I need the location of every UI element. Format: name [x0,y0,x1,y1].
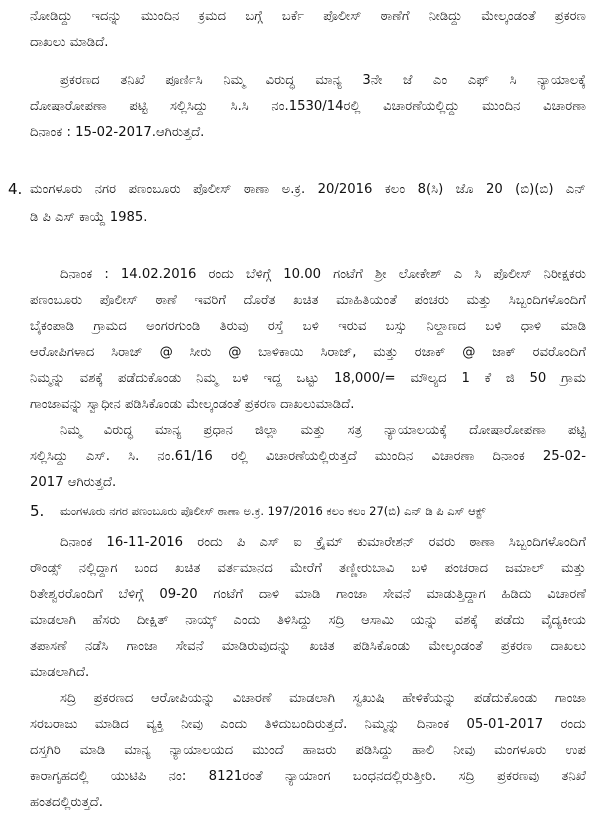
paragraph-block-2 [30,262,586,496]
text-line: ನಿಮ್ಮ ವಿರುದ್ಧ ಮಾನ್ಯ ಪ್ರಧಾನ ಜಿಲ್ಲಾ ಮತ್ತು ಸತ್ರ ನ್ಯಾಯಾಲಯಕ್ಕೆ ದೋಷಾರೋಪಣಾ ಪಟ್ಟಿ [60,423,586,438]
paragraph-block-1 [30,4,586,146]
item-number: 4. [8,180,23,198]
text-line: ಮಂಗಳೂರು ನಗರ ಪಣಂಬೂರು ಪೊಲೀಸ್ ಠಾಣಾ ಅ.ಕ್ರ. 197/2016 ಕಲಂ ಕಲಂ 27(ಬಿ) ಎನ್ ಡಿ ಪಿ ಎಸ್ ಆಕ್ಟ್ [60,504,486,518]
item-number: 5. [30,502,45,520]
text-line: ದಿನಾಂಕ 16-11-2016 ರಂದು ಪಿ ಎಸ್ ಐ ಕ್ರೈಮ್ ಕುಮಾರೇಶನ್ ರವರು ಠಾಣಾ ಸಿಬ್ಬಂದಿಗಳೊಂದಿಗೆ [60,535,586,550]
text-line: ಗಾಂಜಾವನ್ನು ಸ್ವಾಧೀನ ಪಡಿಸಿಕೊಂಡು ಮೇಲ್ಕಂಡಂತೆ ಪ್ರಕರಣ ದಾಖಲುಮಾಡಿದೆ. [30,397,355,412]
text-line: ಹಂತದಲ್ಲಿರುತ್ತದೆ. [30,795,103,810]
text-line: ದಾಖಲು ಮಾಡಿದೆ. [30,35,109,50]
paragraph-block-3 [30,530,586,816]
text-line: 2017 ಆಗಿರುತ್ತದೆ. [30,475,117,490]
text-line: ಸರಬರಾಜು ಮಾಡಿದ ವ್ಯಕ್ತಿ ನೀವು ಎಂದು ತಿಳಿದುಬಂದಿರುತ್ತದೆ. ನಿಮ್ಮನ್ನು ದಿನಾಂಕ 05-01-2017 ರಂದು [30,717,586,732]
item-heading [30,176,586,232]
text-line: ರೌಂಡ್ಸ್ ನಲ್ಲಿದ್ದಾಗ ಬಂದ ಖಚಿತ ವರ್ತಮಾನದ ಮೇರೆಗೆ ತಣ್ಣೀರುಬಾವಿ ಬಳಿ ಪಂಚರಾದ ಜಮಾಲ್ ಮತ್ತು [30,561,586,576]
text-line: ರಿತೇಶ್ವರರೊಂದಿಗೆ ಬೆಳಿಗ್ಗೆ 09-20 ಗಂಟೆಗೆ ದಾಳಿ ಮಾಡಿ ಗಾಂಜಾ ಸೇವನೆ ಮಾಡುತ್ತಿದ್ದಾಗ ಹಿಡಿದು ವಿಚಾರಣೆ [30,587,586,602]
text-line: ಪ್ರಕರಣದ ತನಿಖೆ ಪೂರ್ಣಿಸಿ ನಿಮ್ಮ ವಿರುದ್ಧ ಮಾನ್ಯ 3ನೇ ಜೆ ಎಂ ಎಫ್ ಸಿ ನ್ಯಾಯಾಲಕ್ಕೆ [60,73,586,88]
text-line: ಬೈಕಂಪಾಡಿ ಗ್ರಾಮದ ಅಂಗರಗುಂಡಿ ತಿರುವು ರಸ್ತೆ ಬಳಿ ಇರುವ ಬಸ್ಸು ನಿಲ್ದಾಣದ ಬಳಿ ಧಾಳಿ ಮಾಡಿ [30,319,586,334]
text-line: ಆರೋಪಿಗಳಾದ ಸಿರಾಜ್ @ ಸೀರು @ ಬಾಳಿಕಾಯಿ ಸಿರಾಜ್, ಮತ್ತು ರಜಾಕ್ @ ಜಾಕ್ ರವರೊಂದಿಗೆ [30,345,586,360]
text-line: ನಿಮ್ಮನ್ನು ವಶಕ್ಕೆ ಪಡೆದುಕೊಂಡು ನಿಮ್ಮ ಬಳಿ ಇದ್ದ ಒಟ್ಟು 18,000/= ಮೌಲ್ಯದ 1 ಕೆ ಜಿ 50 ಗ್ರಾಮ [30,371,586,386]
item-heading [60,498,588,524]
text-line: ದಸ್ತಗಿರಿ ಮಾಡಿ ಮಾನ್ಯ ನ್ಯಾಯಾಲಯದ ಮುಂದೆ ಹಾಜರು ಪಡಿಸಿದ್ದು ಹಾಲಿ ನೀವು ಮಂಗಳೂರು ಉಪ [30,743,586,758]
text-line: ಡಿ ಪಿ ಎಸ್ ಕಾಯ್ದೆ 1985. [30,210,148,225]
text-line: ಮಾಡಲಾಗಿ ಹೆಸರು ದೀಕ್ಷಿತ್ ನಾಯ್ಕ್ ಎಂದು ತಿಳಿಸಿದ್ದು ಸದ್ರಿ ಆಸಾಮಿ ಯನ್ನು ವಶಕ್ಕೆ ಪಡೆದು ವೈದ್ಯಕೀಯ [30,613,586,628]
text-line: ನೋಡಿದ್ದು ಇದನ್ನು ಮುಂದಿನ ಕ್ರಮದ ಬಗ್ಗೆ ಬರ್ಕೆ ಪೊಲೀಸ್ ಠಾಣೆಗೆ ನೀಡಿದ್ದು ಮೇಲ್ಕಂಡಂತೆ ಪ್ರಕರಣ [30,9,586,24]
text-line: ದೋಷಾರೋಪಣಾ ಪಟ್ಟಿ ಸಲ್ಲಿಸಿದ್ದು ಸಿ.ಸಿ ನಂ.1530/14ರಲ್ಲಿ ವಿಚಾರಣೆಯಲ್ಲಿದ್ದು ಮುಂದಿನ ವಿಚಾರಣಾ [30,99,586,114]
text-line: ಸದ್ರಿ ಪ್ರಕರಣದ ಆರೋಪಿಯನ್ನು ವಿಚಾರಣೆ ಮಾಡಲಾಗಿ ಸ್ವಖುಷಿ ಹೇಳಿಕೆಯನ್ನು ಪಡೆದುಕೊಂಡು ಗಾಂಜಾ [60,691,586,706]
text-line: ದಿನಾಂಕ : 14.02.2016 ರಂದು ಬೆಳಿಗ್ಗೆ 10.00 ಗಂಟೆಗೆ ಶ್ರೀ ಲೋಕೇಶ್ ಎ ಸಿ ಪೊಲೀಸ್ ನಿರೀಕ್ಷಕರು [60,267,586,282]
text-line: ತಪಾಸಣೆ ನಡೆಸಿ ಗಾಂಜಾ ಸೇವನೆ ಮಾಡಿರುವುದನ್ನು ಖಚಿತ ಪಡಿಸಿಕೊಂಡು ಮೇಲ್ಕಂಡಂತೆ ಪ್ರಕರಣ ದಾಖಲು [30,639,586,654]
text-line: ಮಂಗಳೂರು ನಗರ ಪಣಂಬೂರು ಪೊಲೀಸ್ ಠಾಣಾ ಅ.ಕ್ರ. 20/2016 ಕಲಂ 8(ಸಿ) ಜೊ 20 (ಬಿ)(ಬಿ) ಎನ್ [30,182,586,197]
text-line: ಸಲ್ಲಿಸಿದ್ದು ಎಸ್. ಸಿ. ನಂ.61/16 ರಲ್ಲಿ ವಿಚಾರಣೆಯಲ್ಲಿರುತ್ತದೆ ಮುಂದಿನ ವಿಚಾರಣಾ ದಿನಾಂಕ 25-02- [30,449,586,464]
text-line: ಕಾರಾಗೃಹದಲ್ಲಿ ಯುಟಿಪಿ ನಂ: 8121ರಂತೆ ನ್ಯಾಯಾಂಗ ಬಂಧನದಲ್ಲಿರುತ್ತೀರಿ. ಸದ್ರಿ ಪ್ರಕರಣವು ತನಿಖೆ [30,769,586,784]
text-line: ಮಾಡಲಾಗಿದೆ. [30,665,90,680]
text-line: ಪಣಂಬೂರು ಪೊಲೀಸ್ ಠಾಣೆ ಇವರಿಗೆ ದೊರೆತ ಖಚಿತ ಮಾಹಿತಿಯಂತೆ ಪಂಚರು ಮತ್ತು ಸಿಬ್ಬಂದಿಗಳೊಂದಿಗೆ [30,293,586,308]
text-line: ದಿನಾಂಕ : 15-02-2017.ಆಗಿರುತ್ತದೆ. [30,125,205,140]
